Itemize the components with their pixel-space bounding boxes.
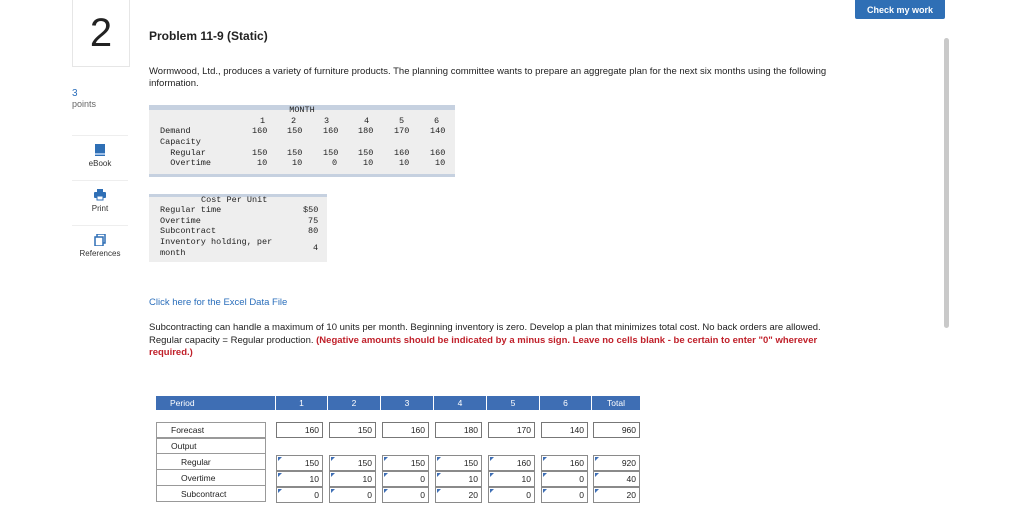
cost-label: Overtime bbox=[160, 216, 201, 226]
print-label: Print bbox=[91, 204, 109, 213]
grid-header-col: 2 bbox=[328, 396, 381, 410]
subcontract-input[interactable]: 0 bbox=[276, 487, 323, 503]
month-label: 2 bbox=[291, 116, 297, 126]
regular-total-input[interactable]: 920 bbox=[593, 455, 640, 471]
overtime-value: 10 bbox=[363, 158, 374, 168]
overtime-input[interactable]: 10 bbox=[276, 471, 323, 487]
ebook-button[interactable] bbox=[72, 135, 128, 176]
cost-value: 75 bbox=[308, 216, 319, 226]
overtime-value: 10 bbox=[257, 158, 268, 168]
grid-header-col: 5 bbox=[487, 396, 540, 410]
regular-value: 150 bbox=[287, 148, 303, 158]
references-label: References bbox=[79, 249, 121, 258]
subcontract-total-input[interactable]: 20 bbox=[593, 487, 640, 503]
month-label: 4 bbox=[364, 116, 370, 126]
overtime-input[interactable]: 10 bbox=[329, 471, 376, 487]
cost-label: Inventory holding, per month bbox=[160, 237, 273, 258]
cost-value: $50 bbox=[303, 205, 319, 215]
points-indicator bbox=[72, 88, 96, 110]
row-label-output: Output bbox=[156, 438, 266, 454]
forecast-cell: 160 bbox=[382, 422, 429, 438]
regular-input[interactable]: 160 bbox=[541, 455, 588, 471]
overtime-input[interactable]: 0 bbox=[541, 471, 588, 487]
regular-input[interactable]: 160 bbox=[488, 455, 535, 471]
cost-label: Subcontract bbox=[160, 226, 217, 236]
print-button[interactable] bbox=[72, 180, 128, 221]
forecast-cell: 140 bbox=[541, 422, 588, 438]
regular-input[interactable]: 150 bbox=[382, 455, 429, 471]
cost-header: Cost Per Unit bbox=[201, 195, 268, 205]
subcontract-input[interactable]: 0 bbox=[382, 487, 429, 503]
grid-header-col: 6 bbox=[540, 396, 592, 410]
cost-table bbox=[149, 194, 327, 262]
regular-input[interactable]: 150 bbox=[435, 455, 482, 471]
row-label-capacity: Capacity bbox=[160, 137, 201, 147]
row-label-subcontract: Subcontract bbox=[156, 486, 266, 502]
regular-value: 150 bbox=[323, 148, 339, 158]
regular-input[interactable]: 150 bbox=[276, 455, 323, 471]
check-my-work-button[interactable]: Check my work bbox=[855, 0, 945, 19]
overtime-input[interactable]: 10 bbox=[488, 471, 535, 487]
points-value: 3 bbox=[72, 88, 78, 99]
overtime-value: 10 bbox=[399, 158, 410, 168]
overtime-value: 10 bbox=[435, 158, 446, 168]
row-label-forecast: Forecast bbox=[156, 422, 266, 438]
overtime-value: 10 bbox=[292, 158, 303, 168]
regular-value: 160 bbox=[394, 148, 410, 158]
regular-value: 150 bbox=[358, 148, 374, 158]
row-label-regular: Regular bbox=[156, 454, 266, 470]
cost-label: Regular time bbox=[160, 205, 222, 215]
demand-value: 160 bbox=[252, 126, 268, 136]
forecast-total: 960 bbox=[593, 422, 640, 438]
subcontract-input[interactable]: 0 bbox=[329, 487, 376, 503]
forecast-cell: 170 bbox=[488, 422, 535, 438]
demand-value: 150 bbox=[287, 126, 303, 136]
subcontract-input[interactable]: 0 bbox=[541, 487, 588, 503]
ebook-label: eBook bbox=[88, 159, 112, 168]
monthly-data-table bbox=[149, 105, 455, 177]
problem-intro: Wormwood, Ltd., produces a variety of furniture products. The planning committee wants to prepare an aggregate plan for the next six months using the following information. bbox=[149, 66, 827, 89]
instructions bbox=[149, 322, 829, 360]
month-header: MONTH bbox=[289, 105, 315, 115]
row-label-regular: Regular bbox=[160, 148, 206, 158]
month-label: 5 bbox=[399, 116, 405, 126]
grid-header-col: 4 bbox=[434, 396, 487, 410]
demand-value: 160 bbox=[323, 126, 339, 136]
month-label: 3 bbox=[324, 116, 330, 126]
references-icon bbox=[94, 234, 106, 246]
scrollbar[interactable] bbox=[944, 38, 949, 328]
cost-value: 4 bbox=[313, 243, 319, 253]
overtime-input[interactable]: 10 bbox=[435, 471, 482, 487]
forecast-cell: 150 bbox=[329, 422, 376, 438]
page-title: Problem 11-9 (Static) bbox=[149, 29, 268, 43]
instructions-warning: (Negative amounts should be indicated by a minus sign. Leave no cells blank - be certain to enter "0" wherever required.) bbox=[149, 334, 818, 358]
demand-value: 140 bbox=[430, 126, 446, 136]
forecast-cell: 160 bbox=[276, 422, 323, 438]
month-label: 1 bbox=[260, 116, 266, 126]
month-label: 6 bbox=[434, 116, 440, 126]
demand-value: 170 bbox=[394, 126, 410, 136]
points-label: points bbox=[72, 99, 97, 109]
overtime-value: 0 bbox=[332, 158, 338, 168]
regular-input[interactable]: 150 bbox=[329, 455, 376, 471]
forecast-cell: 180 bbox=[435, 422, 482, 438]
references-button[interactable] bbox=[72, 225, 128, 266]
excel-data-link[interactable]: Click here for the Excel Data File bbox=[149, 297, 288, 308]
question-number: 2 bbox=[72, 0, 130, 67]
instructions-text: Subcontracting can handle a maximum of 10 units per month. Beginning inventory is zero. Develop a plan that minimizes total cost. No back orders are allowed. Regular capacity = Regular production. bbox=[149, 322, 821, 346]
grid-header-total: Total bbox=[592, 396, 640, 410]
grid-header-col: 3 bbox=[381, 396, 434, 410]
book-icon bbox=[94, 144, 106, 156]
overtime-total-input[interactable]: 40 bbox=[593, 471, 640, 487]
subcontract-input[interactable]: 0 bbox=[488, 487, 535, 503]
regular-value: 150 bbox=[252, 148, 268, 158]
grid-header-col: 1 bbox=[276, 396, 328, 410]
row-label-overtime: Overtime bbox=[160, 158, 212, 168]
subcontract-input[interactable]: 20 bbox=[435, 487, 482, 503]
row-label-overtime: Overtime bbox=[156, 470, 266, 486]
cost-value: 80 bbox=[308, 226, 319, 236]
grid-header-period: Period bbox=[156, 396, 276, 410]
printer-icon bbox=[94, 189, 106, 201]
overtime-input[interactable]: 0 bbox=[382, 471, 429, 487]
demand-value: 180 bbox=[358, 126, 374, 136]
row-label-demand: Demand bbox=[160, 126, 191, 136]
regular-value: 160 bbox=[430, 148, 446, 158]
